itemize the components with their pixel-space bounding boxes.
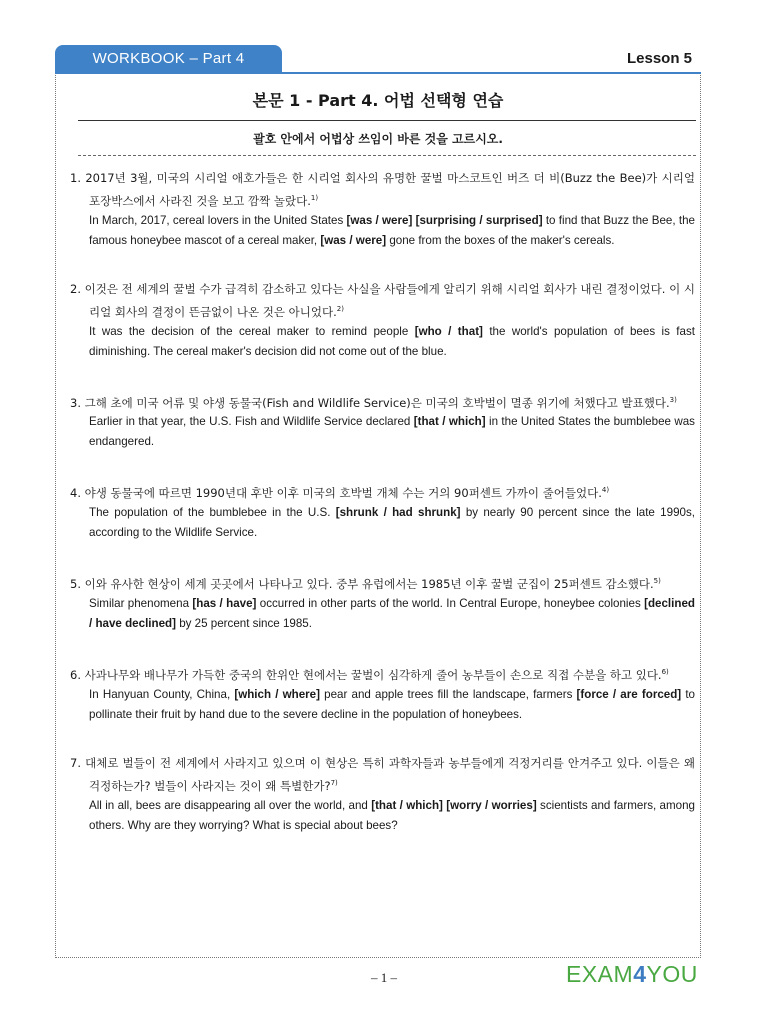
english-text: It was the decision of the cereal maker to remind people <box>89 324 415 338</box>
grammar-choice: [shrunk / had shrunk] <box>335 506 461 520</box>
exercise-list <box>70 168 695 864</box>
item-number: 7. <box>70 755 86 770</box>
english-text: pear and apple trees fill the landscape, farmers <box>319 687 577 701</box>
footnote-marker: 6) <box>661 668 669 677</box>
item-number: 6. <box>70 667 85 682</box>
item-number: 3. <box>70 395 85 410</box>
exercise-item <box>70 480 695 543</box>
page-title: 본문 1 - Part 4. 어법 선택형 연습 <box>252 91 504 110</box>
korean-text: 사과나무와 배나무가 가득한 중국의 한위안 현에서는 꿀벌이 심각하게 줄어 농부들이 손으로 직접 수분을 하고 있다. <box>84 667 662 682</box>
english-sentence <box>70 412 695 452</box>
workbook-part-tab: WORKBOOK – Part 4 <box>55 45 282 72</box>
grammar-choice: [which / where] <box>234 687 320 701</box>
footnote-marker: 7) <box>330 778 338 787</box>
grammar-choice: [declined / have declined] <box>89 597 695 631</box>
grammar-choice: [that / which] <box>371 798 443 812</box>
footnote-marker: 1) <box>310 194 319 202</box>
korean-sentence <box>70 662 695 685</box>
english-text: Similar phenomena <box>89 597 193 611</box>
english-text: In Hanyuan County, China, <box>89 687 235 701</box>
item-number: 5. <box>70 577 85 592</box>
exercise-item <box>70 571 695 634</box>
english-sentence <box>70 322 695 362</box>
english-sentence <box>70 211 695 251</box>
english-sentence <box>70 594 695 634</box>
english-text: scientists and farmers, among others. Why are they worrying? What is special about bees? <box>89 798 695 832</box>
english-text: gone from the boxes of the maker's cereals. <box>386 233 615 247</box>
korean-text: 이것은 전 세계의 꿀벌 수가 급격히 감소하고 있다는 사실을 사람들에게 알리기 위해 시리얼 회사가 내린 결정이었다. 이 시리얼 회사의 결정이 뜬금없이 나온 것은 아니었다. <box>84 281 695 319</box>
instruction: 괄호 안에서 어법상 쓰임이 바른 것을 고르시오. <box>253 132 503 146</box>
english-text: the world's population of bees is fast diminishing. The cereal maker's decision did not come out of the blue. <box>89 324 695 358</box>
footnote-marker: 4) <box>601 486 610 495</box>
exercise-item <box>70 753 695 836</box>
lesson-label: Lesson 5 <box>626 50 692 67</box>
korean-sentence <box>70 279 695 322</box>
exam4you-logo <box>566 961 698 988</box>
grammar-choice: [was / were] <box>320 233 387 247</box>
footnote-marker: 5) <box>653 577 661 586</box>
exercise-item <box>70 279 695 362</box>
korean-text: 그해 초에 미국 어류 및 야생 동물국(Fish and Wildlife Service)은 미국의 호박벌이 멸종 위기에 처했다고 발표했다. <box>84 395 670 410</box>
english-text: The population of the bumblebee in the U.S. <box>89 506 336 520</box>
logo-text-you: YOU <box>646 961 698 987</box>
title-divider <box>78 120 696 121</box>
grammar-choice: [force / are forced] <box>576 687 682 701</box>
exercise-item <box>70 662 695 725</box>
english-sentence <box>70 685 695 725</box>
item-number: 1. <box>70 171 86 185</box>
english-text: Earlier in that year, the U.S. Fish and Wildlife Service declared <box>89 415 414 429</box>
english-text: All in all, bees are disappearing all over the world, and <box>89 798 372 812</box>
top-border <box>55 72 701 74</box>
exercise-item <box>70 168 695 251</box>
instruction-divider <box>78 155 696 156</box>
grammar-choice: [worry / worries] <box>446 798 537 812</box>
footnote-marker: 2) <box>336 304 344 313</box>
footnote-marker: 3) <box>669 395 677 404</box>
english-text: by nearly 90 percent since the late 1990s, according to the Wildlife Service. <box>89 506 695 540</box>
item-number: 4. <box>70 486 85 501</box>
korean-text: 대체로 벌들이 전 세계에서 사라지고 있으며 이 현상은 특히 과학자들과 농부들에게 걱정거리를 안겨주고 있다. 이들은 왜 걱정하는가? 벌들이 사라지는 것이 왜 특별한가? <box>85 755 695 793</box>
grammar-choice: [was / were] <box>346 213 413 227</box>
exercise-item <box>70 390 695 453</box>
logo-text-4: 4 <box>633 961 647 987</box>
english-text: occurred in other parts of the world. In Central Europe, honeybee colonies <box>256 597 645 611</box>
english-sentence <box>70 796 695 836</box>
item-number: 2. <box>70 281 85 296</box>
korean-text: 이와 유사한 현상이 세계 곳곳에서 나타나고 있다. 중부 유럽에서는 1985년 이후 꿀벌 군집이 25퍼센트 감소했다. <box>84 577 654 592</box>
korean-text: 2017년 3월, 미국의 시리얼 애호가들은 한 시리얼 회사의 유명한 꿀벌 마스코트인 버즈 더 비(Buzz the Bee)가 시리얼 포장박스에서 사라진 것을 보고 깜짝 놀랐다. <box>85 171 695 208</box>
korean-sentence <box>70 480 695 503</box>
logo-text-exam: EXAM <box>566 961 634 987</box>
grammar-choice: [surprising / surprised] <box>415 213 543 227</box>
korean-sentence <box>70 753 695 796</box>
grammar-choice: [has / have] <box>192 597 257 611</box>
english-sentence <box>70 503 695 543</box>
korean-sentence <box>70 390 695 413</box>
korean-sentence <box>70 571 695 594</box>
grammar-choice: [that / which] <box>413 415 486 429</box>
english-text: to pollinate their fruit by hand due to the severe decline in the population of honeybees. <box>89 687 696 721</box>
english-text: in the United States the bumblebee was endangered. <box>89 415 695 449</box>
english-text: to find that Buzz the Bee, the famous honeybee mascot of a cereal maker, <box>89 213 695 247</box>
page-number: – 1 – <box>371 970 397 985</box>
korean-sentence <box>70 168 695 211</box>
english-text: In March, 2017, cereal lovers in the United States <box>89 213 347 227</box>
korean-text: 야생 동물국에 따르면 1990년대 후반 이후 미국의 호박벌 개체 수는 거의 90퍼센트 가까이 줄어들었다. <box>84 486 602 501</box>
grammar-choice: [who / that] <box>414 324 483 338</box>
english-text: by 25 percent since 1985. <box>175 617 312 631</box>
